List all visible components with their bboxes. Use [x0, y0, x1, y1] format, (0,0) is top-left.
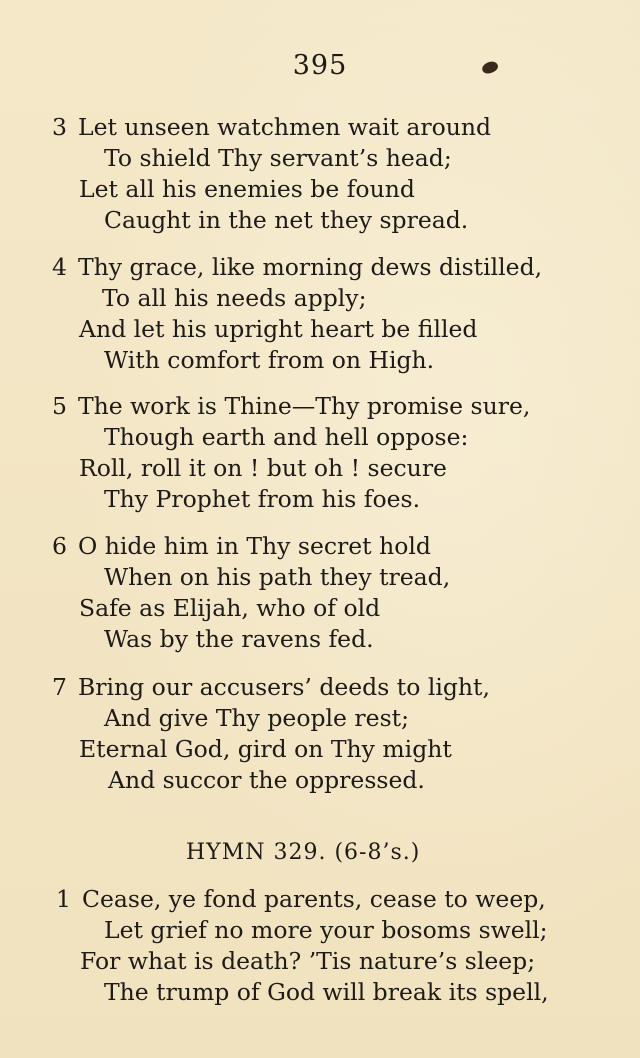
- stanza-number: 6: [52, 532, 67, 560]
- verse-line: To all his needs apply;: [102, 284, 367, 312]
- hymn-heading: HYMN 329. (6-8’s.): [186, 840, 421, 865]
- stanza-number: 7: [52, 673, 67, 701]
- stanza-number: 5: [52, 392, 67, 420]
- stanza-4: [52, 252, 612, 376]
- verse-line: O hide him in Thy secret hold: [78, 532, 431, 560]
- stanza-6: [52, 531, 612, 655]
- verse-line: Was by the ravens fed.: [104, 625, 374, 653]
- verse-line: Though earth and hell oppose:: [104, 423, 469, 451]
- verse-line: Let all his enemies be found: [79, 175, 415, 203]
- verse-line: Eternal God, gird on Thy might: [79, 735, 452, 763]
- stanza-5: [52, 391, 612, 515]
- verse-line: Thy grace, like morning dews distilled,: [78, 253, 543, 281]
- verse-line: And succor the oppressed.: [108, 766, 425, 794]
- verse-line: And give Thy people rest;: [104, 704, 409, 732]
- verse-line: Safe as Elijah, who of old: [79, 594, 381, 622]
- verse-line: Cease, ye fond parents, cease to weep,: [82, 885, 546, 913]
- stanza-3: [52, 112, 612, 236]
- verse-line: For what is death? ’Tis nature’s sleep;: [80, 947, 536, 975]
- stanza-number: 3: [52, 113, 67, 141]
- verse-line: The trump of God will break its spell,: [104, 978, 549, 1006]
- verse-line: Thy Prophet from his foes.: [104, 485, 421, 513]
- verse-line: To shield Thy servant’s head;: [104, 144, 452, 172]
- verse-line: With comfort from on High.: [104, 346, 435, 374]
- verse-line: The work is Thine—Thy promise sure,: [78, 392, 531, 420]
- verse-line: Let grief no more your bosoms swell;: [104, 916, 548, 944]
- page-number: 395: [292, 50, 348, 81]
- verse-line: Caught in the net they spread.: [104, 206, 469, 234]
- stanza-number: 1: [56, 885, 71, 913]
- stanza-7: [52, 672, 612, 796]
- verse-line: Roll, roll it on ! but oh ! secure: [79, 454, 447, 482]
- hymn-329-stanza-1: [56, 884, 616, 1008]
- verse-line: When on his path they tread,: [104, 563, 451, 591]
- verse-line: Bring our accusers’ deeds to light,: [78, 673, 490, 701]
- verse-line: Let unseen watchmen wait around: [78, 113, 492, 141]
- stanza-number: 4: [52, 253, 67, 281]
- verse-line: And let his upright heart be filled: [79, 315, 478, 343]
